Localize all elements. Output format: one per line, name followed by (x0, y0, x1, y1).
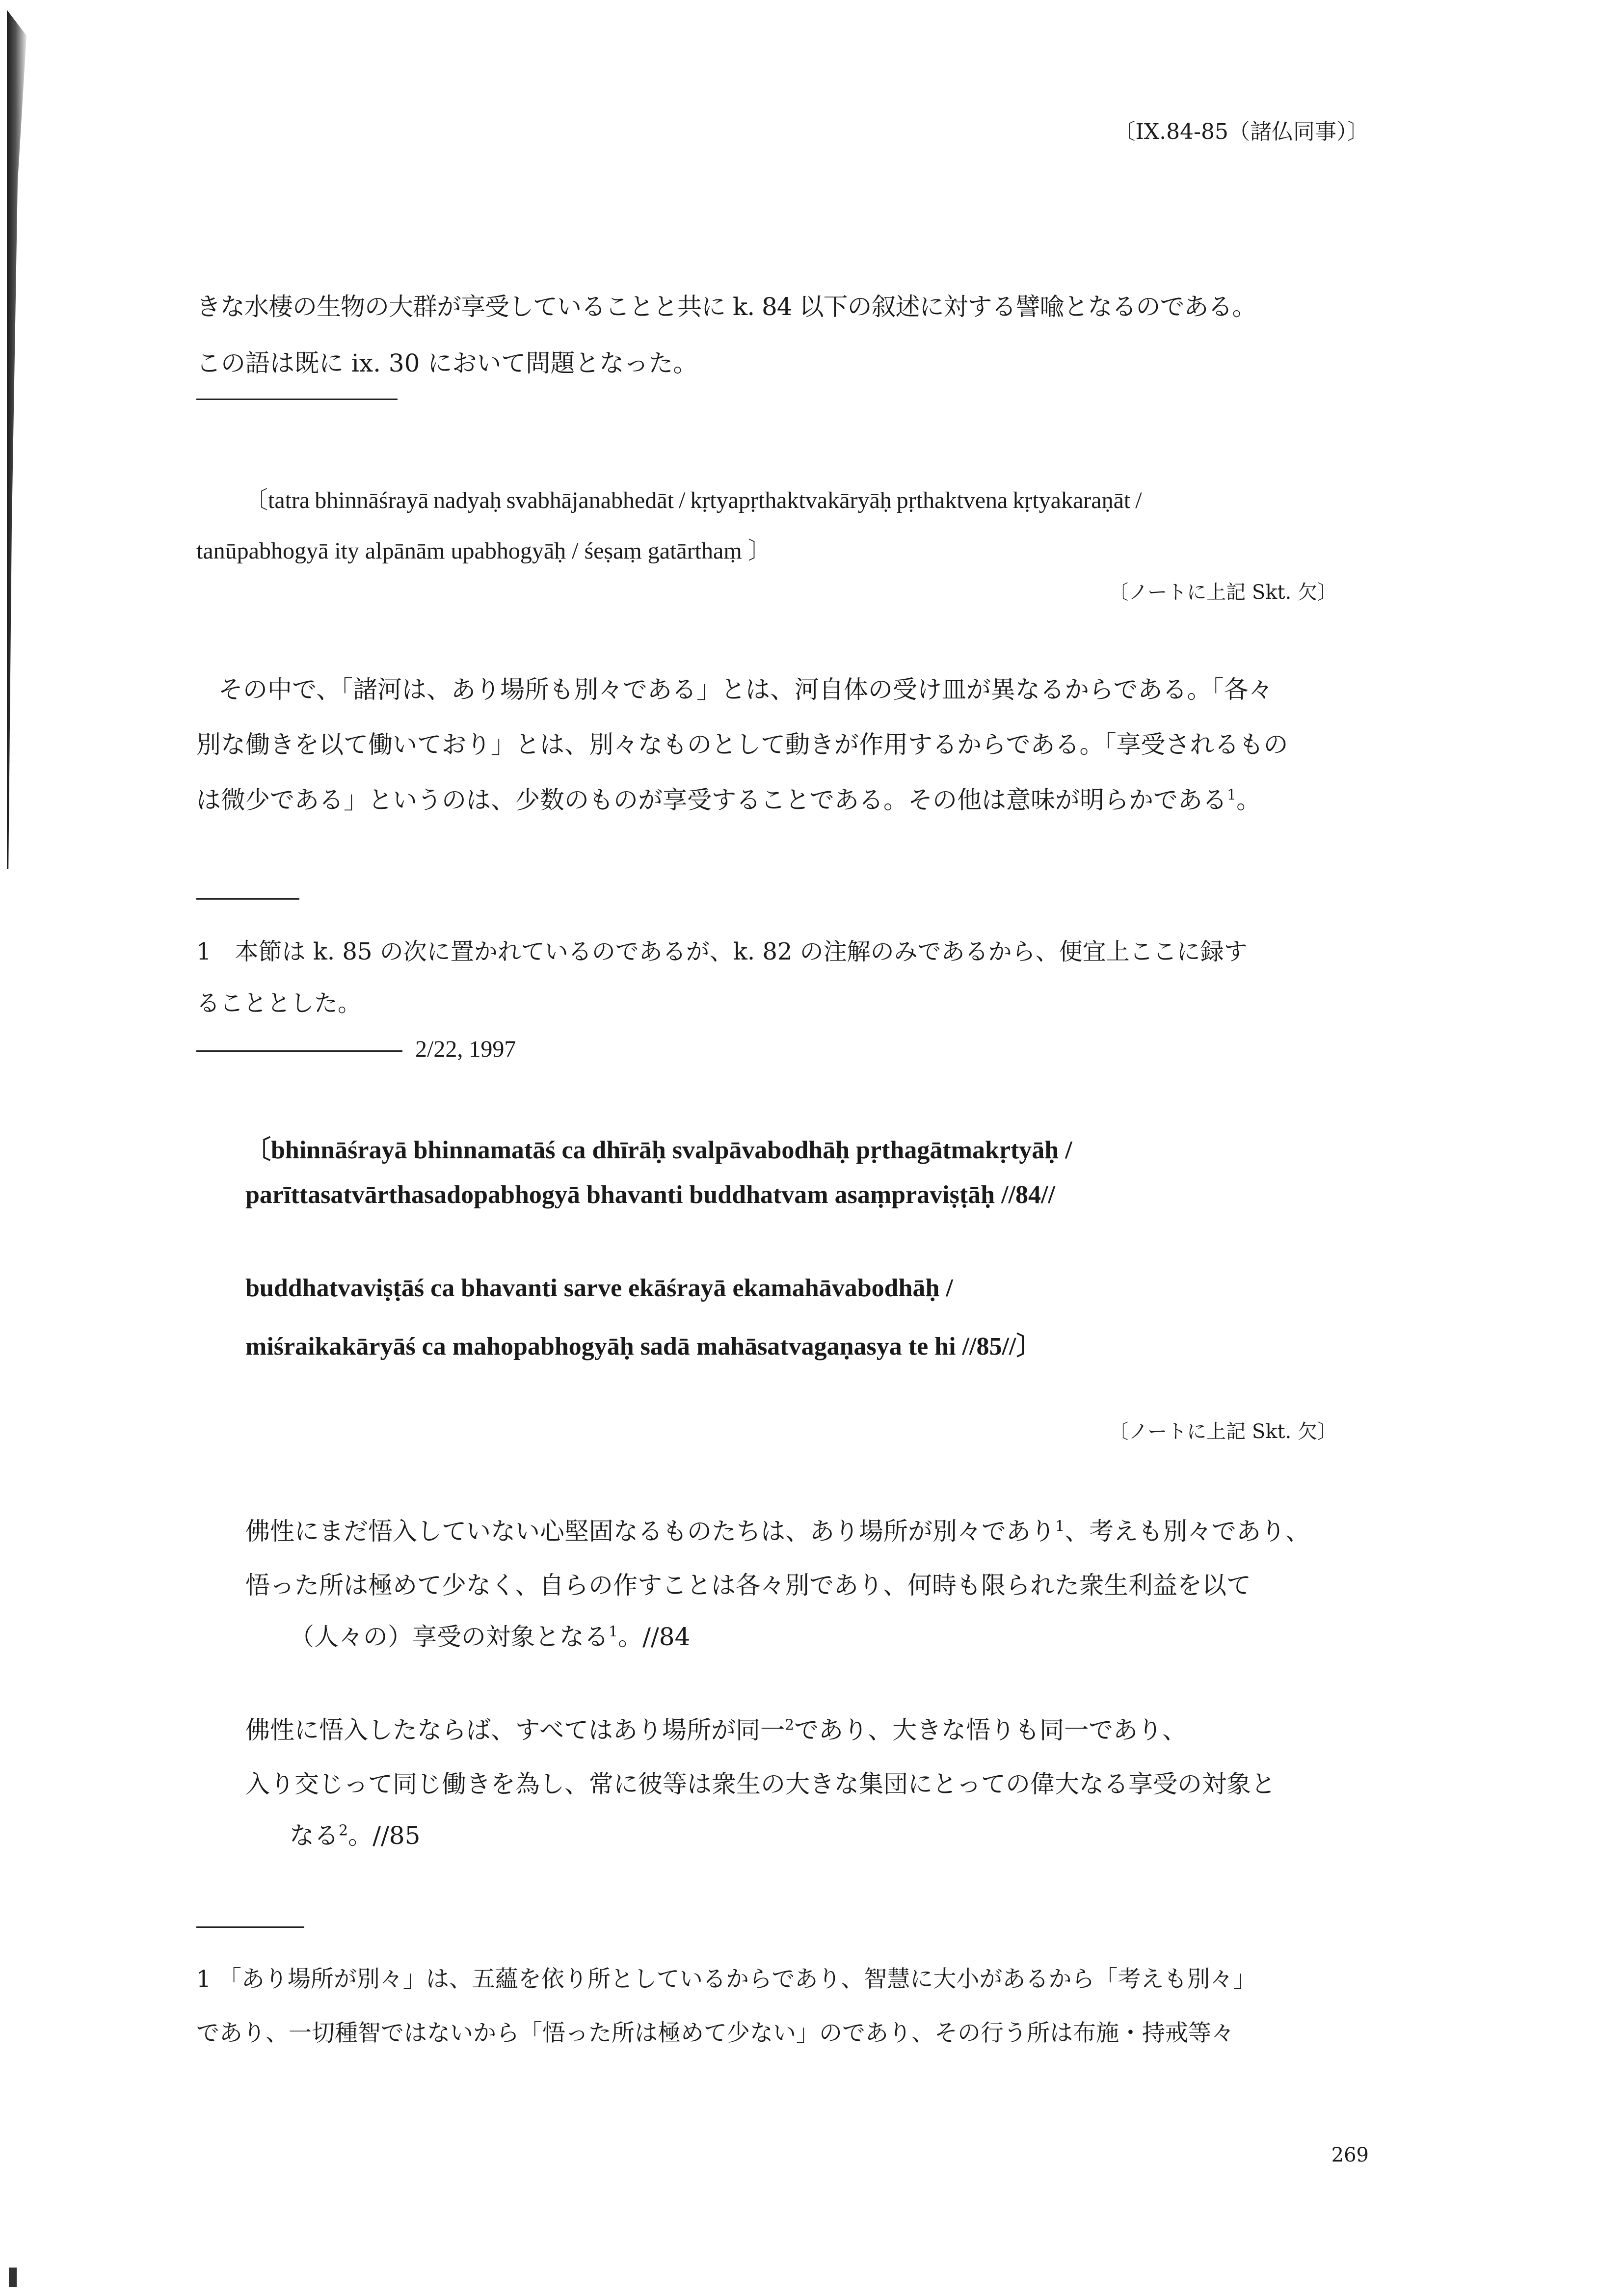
footnote-marker: 1 (1055, 1518, 1065, 1535)
scan-edge-shadow (7, 10, 27, 869)
running-head: 〔IX.84-85（諸仏同事）〕 (1114, 119, 1369, 144)
translation-line: 入り交じって同じ働きを為し、常に彼等は衆生の大きな集団にとっての偉大なる享受の対象と (245, 1770, 1276, 1798)
footnote-marker: 2 (785, 1716, 795, 1734)
footnote-rule (196, 1926, 304, 1928)
footnote-rule (196, 898, 299, 900)
verse-line: miśraikakāryāś ca mahopabhogyāḥ sadā mahāsatvagaṇasya te hi //85//〕 (245, 1333, 1042, 1361)
paragraph-line: は微少である」というのは、少数のものが享受することである。その他は意味が明らかである$^1$。 (196, 786, 1261, 814)
footnote-marker: 1 (1227, 786, 1237, 804)
translation-line: 悟った所は極めて少なく、自らの作すことは各々別であり、何時も限られた衆生利益を以て (245, 1571, 1251, 1600)
footnote-line: 1 本節は k. 85 の次に置かれているのであるが、k. 82 の注解のみであるから、便宜上ここに録す (196, 938, 1248, 965)
date-rule (196, 1050, 402, 1052)
source-note: 〔ノートに上記 Skt. 欠〕 (1109, 1420, 1337, 1443)
paragraph-line: きな水棲の生物の大群が享受していることと共に k. 84 以下の叙述に対する譬喩となるのである。 (196, 293, 1256, 321)
paragraph-line: この語は既に ix. 30 において問題となった。 (196, 349, 698, 377)
page-number: 269 (1331, 2144, 1369, 2166)
footnote-line: であり、一切種智ではないから「悟った所は極めて少ない」のであり、その行う所は布施・持戒等々 (196, 2020, 1234, 2047)
verse-line: parīttasatvārthasadopabhogyā bhavanti buddhatvam asaṃpraviṣṭāḥ //84// (245, 1181, 1055, 1209)
paragraph-line: 別な働きを以て働いており」とは、別々なものとして動きが作用するからである。「享受されるもの (196, 730, 1288, 759)
translation-line: 佛性にまだ悟入していない心堅固なるものたちは、あり場所が別々であり$^1$、考えも別々であり、 (245, 1517, 1310, 1546)
translation-line: なる$^2$。//85 (290, 1821, 421, 1850)
footnote-line: 1 「あり場所が別々」は、五蘊を依り所としているからであり、智慧に大小があるから「考えも別々」 (196, 1966, 1256, 1993)
footnote-marker: 2 (339, 1822, 348, 1840)
footnote-line: ることとした。 (196, 989, 362, 1017)
paragraph-line: その中で、「諸河は、あり場所も別々である」とは、河自体の受け皿が異なるからである。「各々 (218, 675, 1273, 704)
sanskrit-line: tanūpabhogyā ity alpānām upabhogyāḥ / śeṣaṃ gatārthaṃ 〕 (196, 538, 772, 564)
translation-line: （人々の）享受の対象となる$^1$。//84 (290, 1623, 691, 1651)
verse-line: 〔bhinnāśrayā bhinnamatāś ca dhīrāḥ svalpāvabodhāḥ pṛthagātmakṛtyāḥ / (245, 1136, 1072, 1164)
footnote-marker: 1 (609, 1623, 618, 1641)
date-note: 2/22, 1997 (415, 1036, 516, 1062)
verse-line: buddhatvaviṣṭāś ca bhavanti sarve ekāśrayā ekamahāvabodhāḥ / (245, 1274, 953, 1302)
source-note: 〔ノートに上記 Skt. 欠〕 (1109, 581, 1337, 604)
scan-edge-mark (9, 2268, 17, 2287)
sanskrit-line: 〔tatra bhinnāśrayā nadyaḥ svabhājanabhedāt / kṛtyapṛthaktvakāryāḥ pṛthaktvena kṛtyakaraṇāt / (244, 487, 1142, 513)
section-rule (196, 399, 398, 400)
translation-line: 佛性に悟入したならば、すべてはあり場所が同一$^2$であり、大きな悟りも同一であり、 (245, 1716, 1187, 1744)
